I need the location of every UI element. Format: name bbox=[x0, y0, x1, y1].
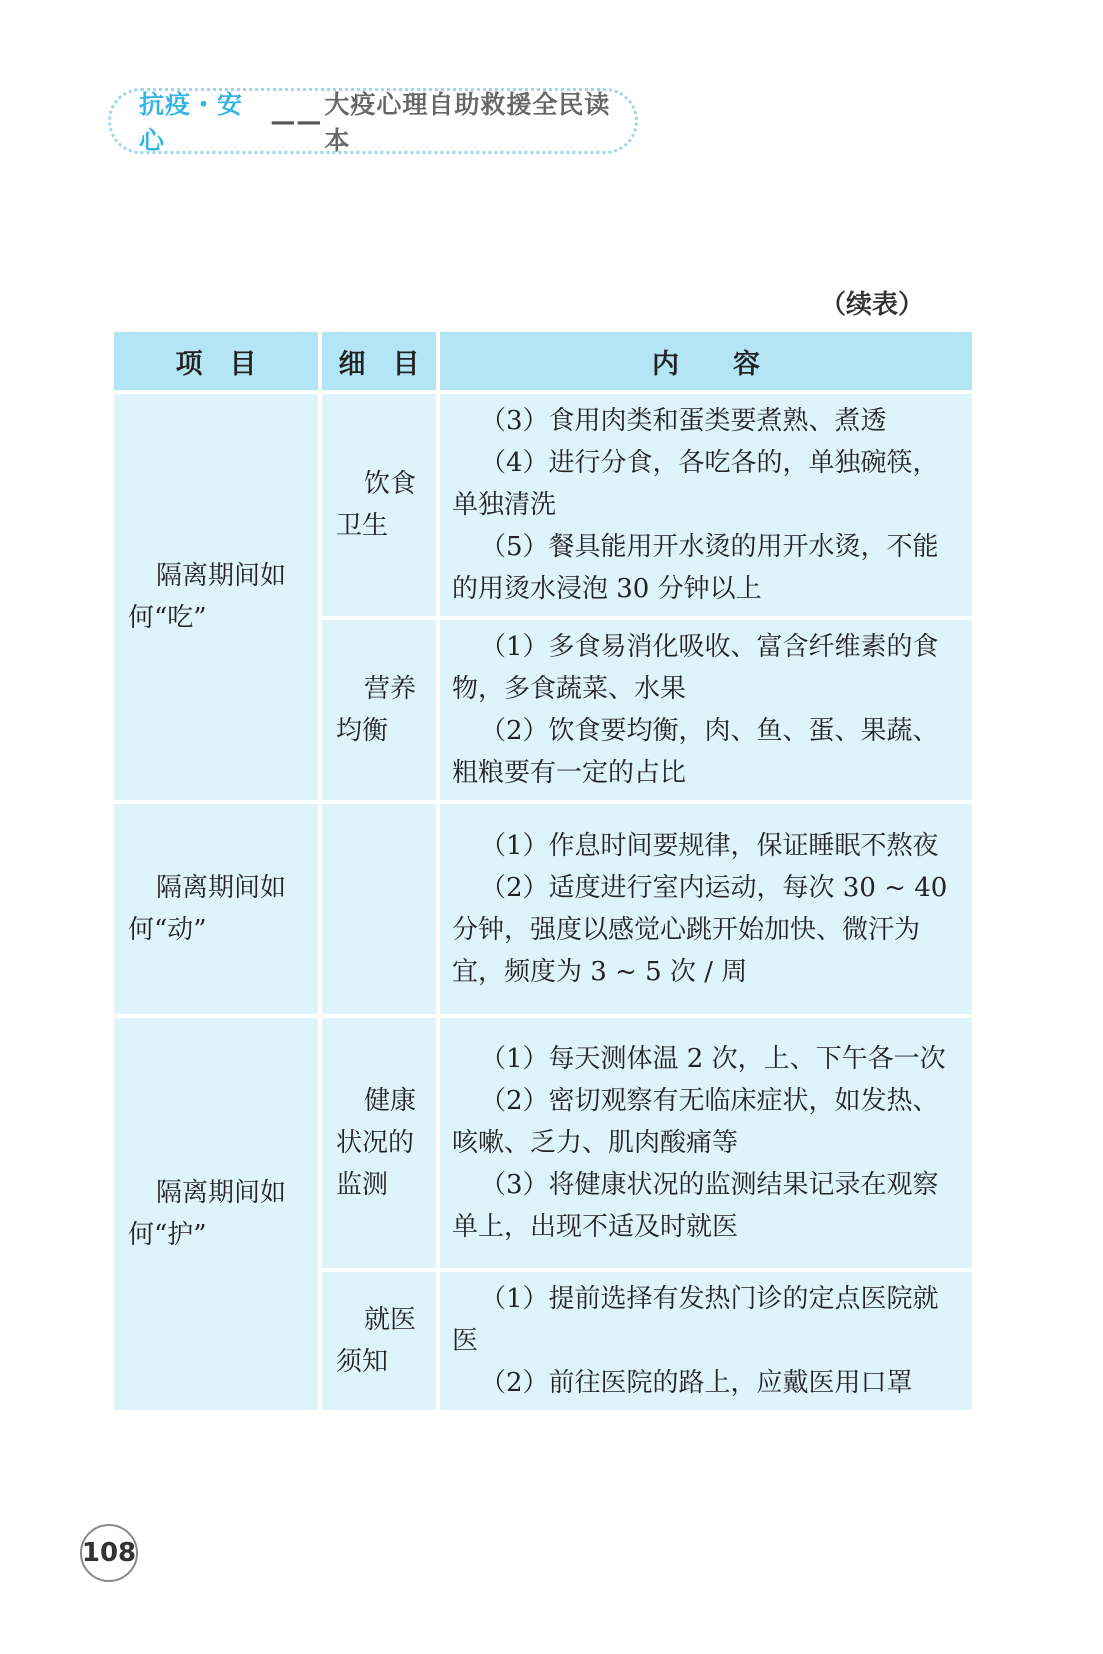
guidance-table bbox=[110, 328, 976, 1414]
content-line: （2）适度进行室内运动，每次 30 ~ 40 分钟，强度以感觉心跳开始加快、微汗为宜，频度为 3 ~ 5 次 / 周 bbox=[452, 873, 948, 987]
content-line: （2）前往医院的路上，应戴医用口罩 bbox=[480, 1368, 913, 1398]
content-line: （3）食用肉类和蛋类要煮熟、煮透 bbox=[480, 406, 887, 436]
item-label: 隔离期间如何“动” bbox=[128, 873, 287, 945]
content-line: （1）作息时间要规律，保证睡眠不熬夜 bbox=[480, 831, 939, 861]
book-title-dash: —— bbox=[270, 106, 323, 136]
content-line: （1）提前选择有发热门诊的定点医院就医 bbox=[452, 1284, 939, 1356]
book-title-banner bbox=[108, 88, 638, 154]
table-row bbox=[114, 804, 972, 1014]
header-sub: 细 目 bbox=[322, 332, 436, 390]
item-label: 隔离期间如何“吃” bbox=[128, 561, 287, 633]
page-number: 108 bbox=[80, 1524, 138, 1582]
sub-label: 营养均衡 bbox=[336, 674, 417, 746]
item-label: 隔离期间如何“护” bbox=[128, 1178, 287, 1250]
book-title-accent: 抗疫・安心 bbox=[139, 90, 244, 155]
sub-cell bbox=[322, 1272, 436, 1410]
sub-label: 饮食卫生 bbox=[336, 469, 417, 541]
table-header-row bbox=[114, 332, 972, 390]
book-title-rest: 大疫心理自助救援全民读本 bbox=[324, 90, 611, 155]
item-cell bbox=[114, 394, 318, 800]
sub-label: 就医须知 bbox=[336, 1305, 417, 1377]
content-cell bbox=[440, 1272, 972, 1410]
table-row bbox=[114, 1018, 972, 1268]
sub-cell bbox=[322, 394, 436, 616]
content-cell bbox=[440, 620, 972, 800]
sub-label: 健康状况的监测 bbox=[336, 1086, 417, 1200]
sub-cell bbox=[322, 804, 436, 1014]
header-content: 内 容 bbox=[440, 332, 972, 390]
content-line: （1）每天测体温 2 次，上、下午各一次 bbox=[480, 1044, 946, 1074]
item-cell bbox=[114, 1018, 318, 1410]
sub-cell bbox=[322, 620, 436, 800]
content-cell bbox=[440, 804, 972, 1014]
header-item: 项 目 bbox=[114, 332, 318, 390]
content-line: （1）多食易消化吸收、富含纤维素的食物，多食蔬菜、水果 bbox=[452, 632, 939, 704]
content-cell bbox=[440, 1018, 972, 1268]
continued-label: （续表） bbox=[820, 290, 925, 320]
table-row bbox=[114, 394, 972, 616]
sub-cell bbox=[322, 1018, 436, 1268]
content-line: （5）餐具能用开水烫的用开水烫，不能的用烫水浸泡 30 分钟以上 bbox=[452, 532, 939, 604]
content-cell bbox=[440, 394, 972, 616]
content-line: （2）饮食要均衡，肉、鱼、蛋、果蔬、粗粮要有一定的占比 bbox=[452, 716, 939, 788]
item-cell bbox=[114, 804, 318, 1014]
content-line: （3）将健康状况的监测结果记录在观察单上，出现不适及时就医 bbox=[452, 1170, 939, 1242]
content-line: （2）密切观察有无临床症状，如发热、咳嗽、乏力、肌肉酸痛等 bbox=[452, 1086, 939, 1158]
content-line: （4）进行分食，各吃各的，单独碗筷，单独清洗 bbox=[452, 448, 939, 520]
